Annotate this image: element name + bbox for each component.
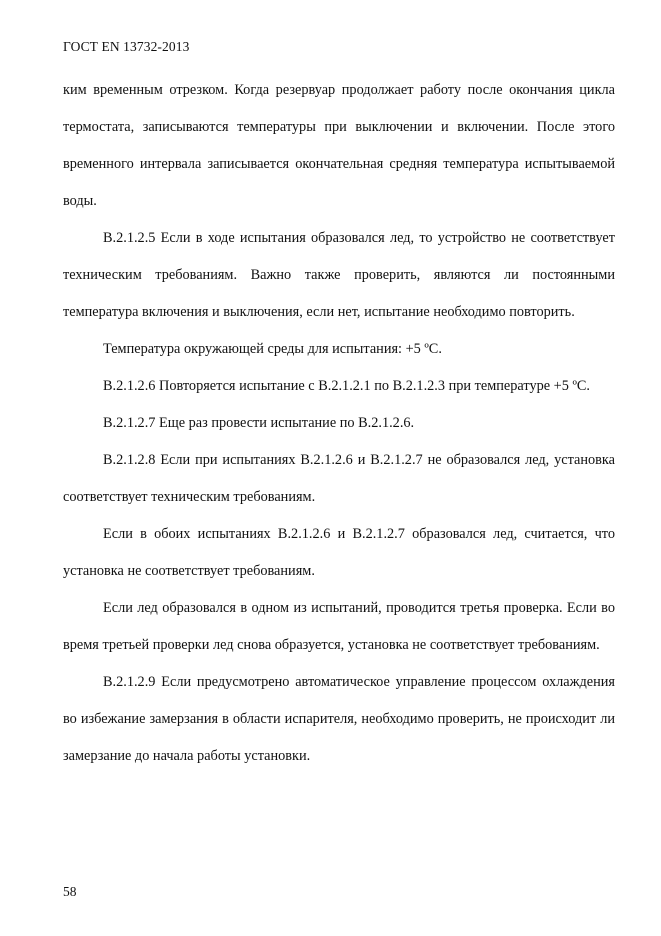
paragraph-b-2-1-2-5: В.2.1.2.5 Если в ходе испытания образовался лед, то устройство не соответствует техническим требованиям. Важно также проверить, являются ли постоянными температура включения и выключения, если нет, испытание необходимо повторить. [63, 230, 615, 320]
document-code-header: ГОСТ EN 13732-2013 [63, 39, 190, 54]
paragraph-b-2-1-2-8: В.2.1.2.8 Если при испытаниях В.2.1.2.6 и В.2.1.2.7 не образовался лед, установка соответствует техническим требованиям. [63, 452, 615, 505]
paragraph-b-2-1-2-6: В.2.1.2.6 Повторяется испытание с В.2.1.2.1 по В.2.1.2.3 при температуре +5 ºС. [103, 378, 590, 394]
document-body [63, 72, 615, 775]
paragraph-one-test-ice: Если лед образовался в одном из испытаний, проводится третья проверка. Если во время третьей проверки лед снова образуется, установка не соответствует требованиям. [63, 600, 615, 653]
paragraph-ambient-temperature: Температура окружающей среды для испытания: +5 ºС. [103, 341, 442, 357]
paragraph-b-2-1-2-7: В.2.1.2.7 Еще раз провести испытание по В.2.1.2.6. [103, 415, 415, 431]
paragraph-continuation: ким временным отрезком. Когда резервуар продолжает работу после окончания цикла термостата, записываются температуры при выключении и включении. После этого временного интервала записывается окончательная средняя температура испытываемой воды. [63, 82, 615, 209]
page-number: 58 [63, 884, 77, 899]
paragraph-b-2-1-2-9: В.2.1.2.9 Если предусмотрено автоматическое управление процессом охлаждения во избежание замерзания в области испарителя, необходимо проверить, не происходит ли замерзание до начала работы установки. [63, 674, 615, 764]
paragraph-both-tests-ice: Если в обоих испытаниях В.2.1.2.6 и В.2.1.2.7 образовался лед, считается, что установка не соответствует требованиям. [63, 526, 615, 579]
